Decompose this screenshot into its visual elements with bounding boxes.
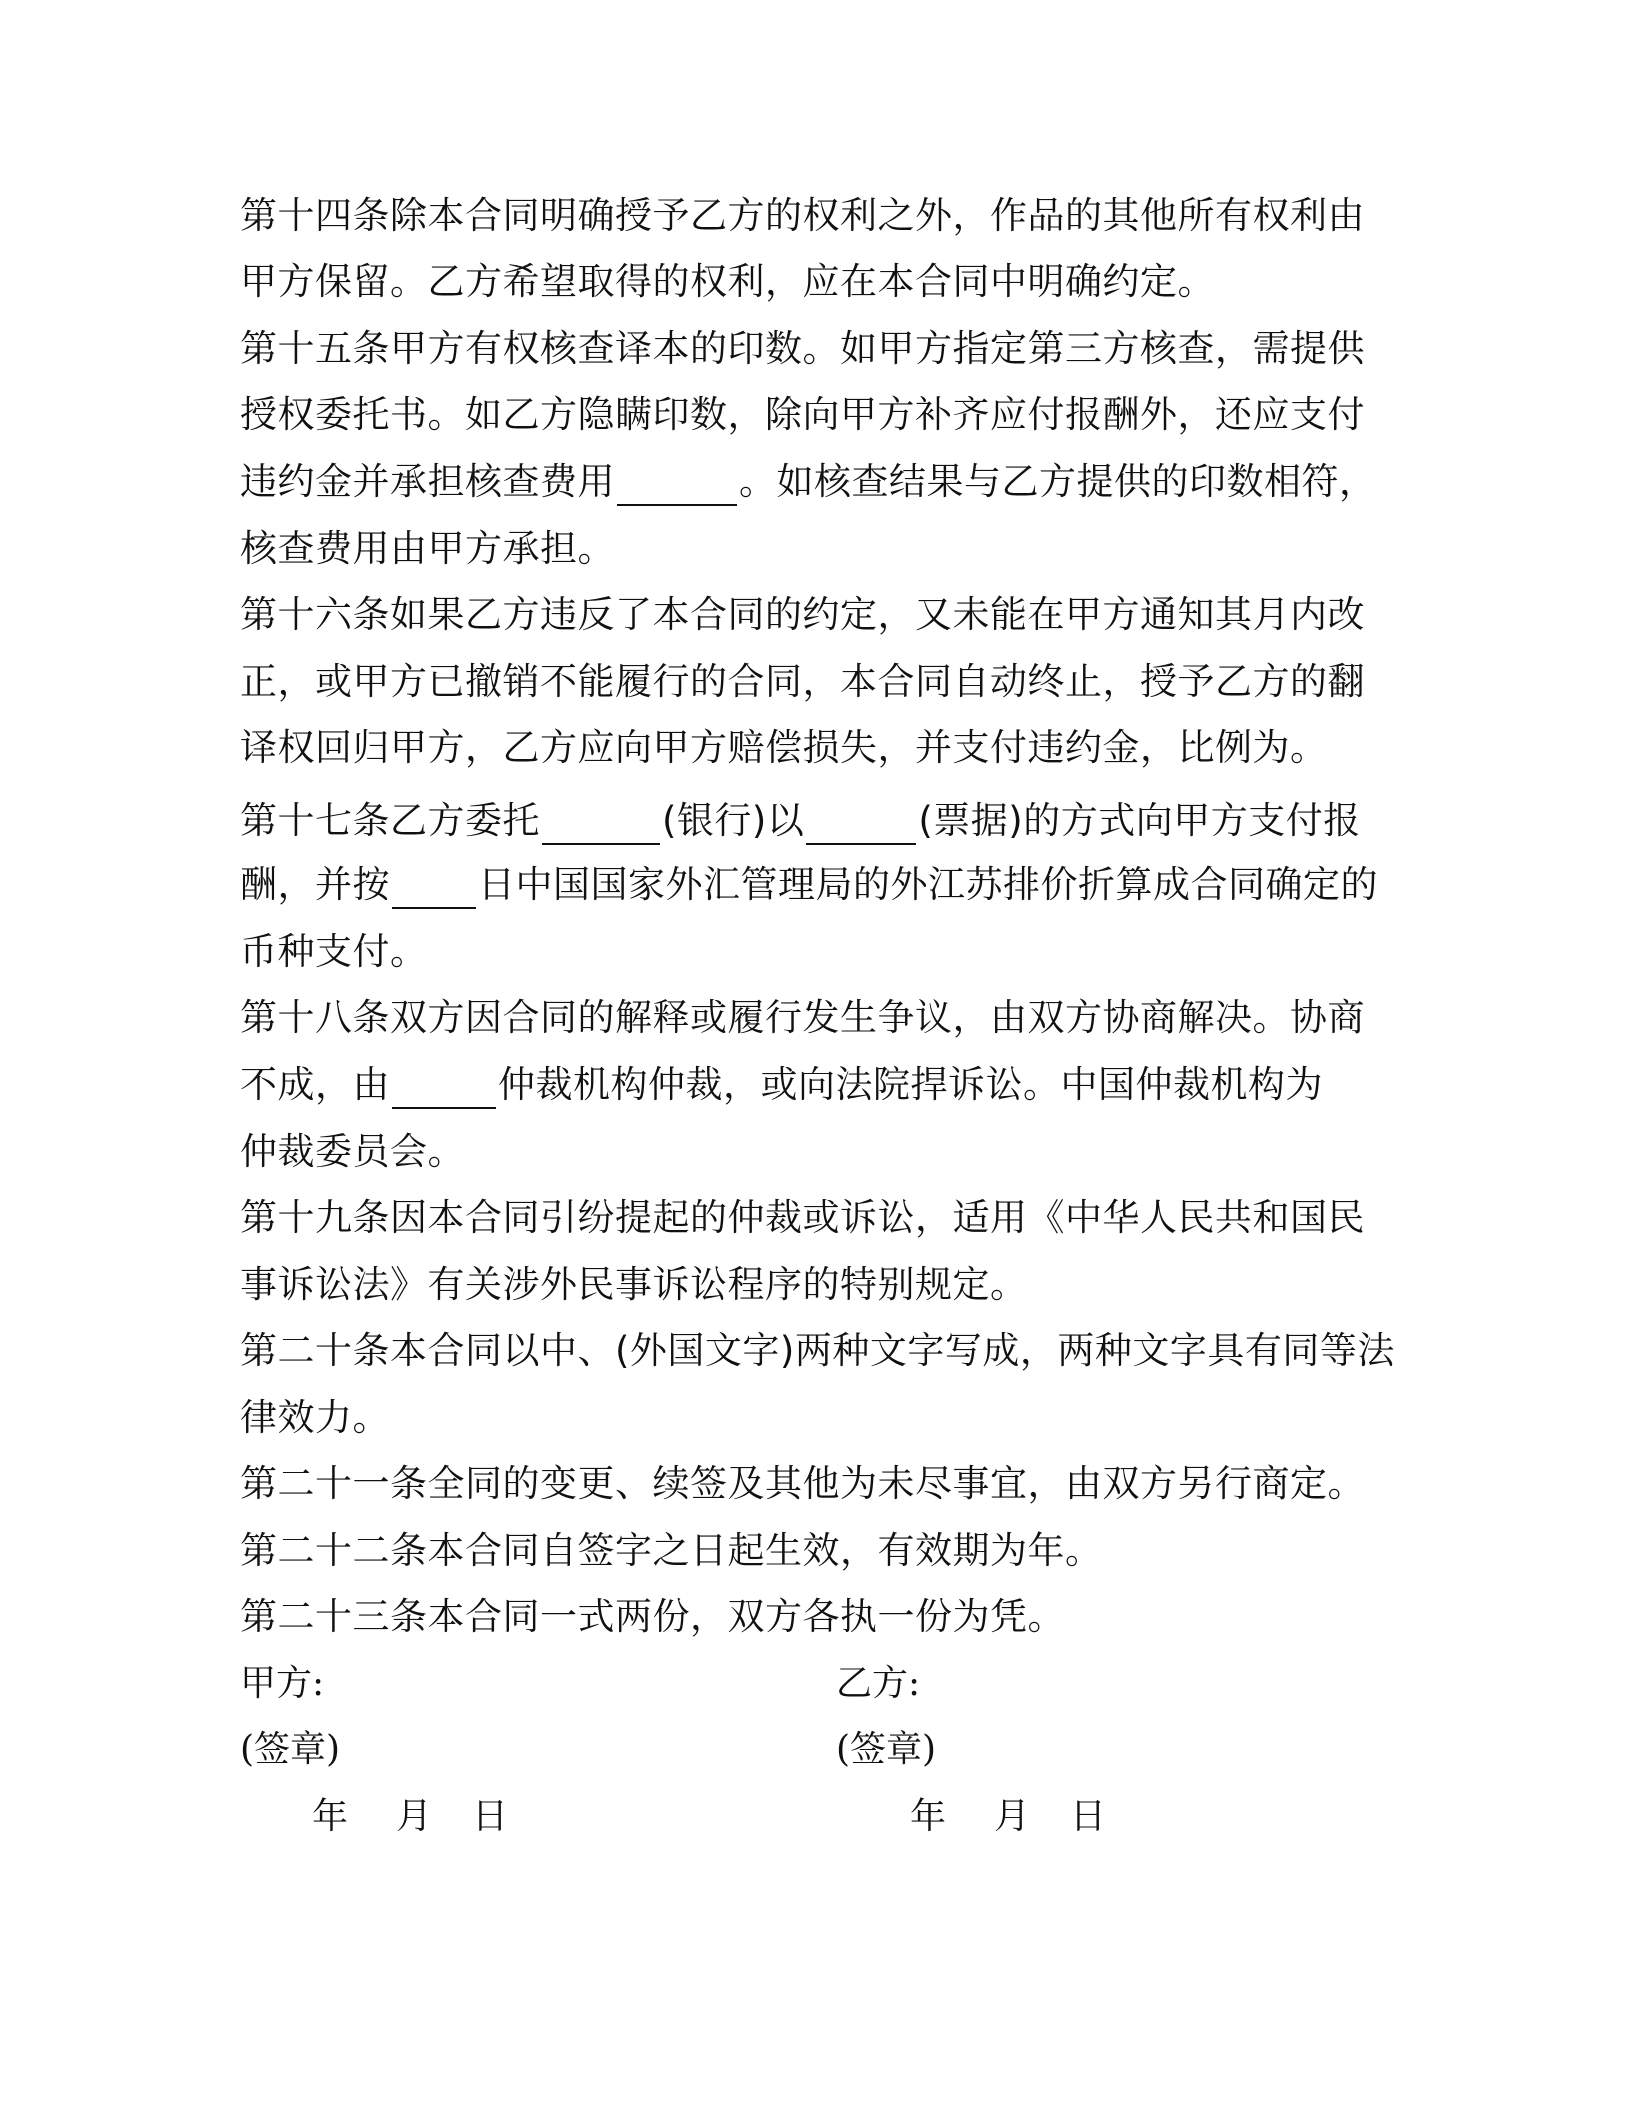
party-b-month: 月 xyxy=(994,1796,1031,1837)
article-15-text: 违约金并承担核查费用 xyxy=(240,460,615,503)
article-15-line-2: 授权委托书。如乙方隐瞒印数，除向甲方补齐应付报酬外，还应支付 xyxy=(240,393,1365,436)
article-18-text: 不成，由 xyxy=(240,1063,390,1106)
article-14-line-2: 甲方保留。乙方希望取得的权利，应在本合同中明确约定。 xyxy=(240,260,1215,303)
party-b-date xyxy=(910,1787,1106,1847)
party-b-label: 乙方: xyxy=(836,1663,921,1704)
party-a-month: 月 xyxy=(396,1796,433,1837)
party-a-seal: (签章) xyxy=(240,1729,341,1770)
article-17-text: 酬，并按 xyxy=(240,863,390,906)
article-16-line-2: 正，或甲方已撤销不能履行的合同，本合同自动终止，授予乙方的翻 xyxy=(240,660,1365,703)
article-16-line-1: 第十六条如果乙方违反了本合同的约定，又未能在甲方通知其月内改 xyxy=(240,593,1365,636)
party-b-year: 年 xyxy=(910,1796,947,1837)
article-17-line-1 xyxy=(240,791,1361,851)
article-15-line-4: 核查费用由甲方承担。 xyxy=(240,527,615,570)
article-15-line-3 xyxy=(240,452,1377,512)
article-17-line-3: 币种支付。 xyxy=(240,930,428,973)
article-22-line-1: 第二十二条本合同自签字之日起生效，有效期为年。 xyxy=(240,1529,1103,1572)
article-17-text: (银行)以 xyxy=(662,799,805,842)
party-a-day: 日 xyxy=(472,1796,509,1837)
inspection-fee-blank[interactable] xyxy=(617,504,737,506)
party-a-label: 甲方: xyxy=(240,1663,325,1704)
article-18-line-3: 仲裁委员会。 xyxy=(240,1130,465,1173)
article-17-text: 第十七条乙方委托 xyxy=(240,799,540,842)
article-17-text: 日中国国家外汇管理局的外江苏排价折算成合同确定的 xyxy=(478,863,1378,906)
article-21-line-1: 第二十一条全同的变更、续签及其他为未尽事宜，由双方另行商定。 xyxy=(240,1462,1365,1505)
instrument-blank[interactable] xyxy=(806,843,916,845)
article-19-line-2: 事诉讼法》有关涉外民事诉讼程序的特别规定。 xyxy=(240,1263,1028,1306)
party-b-day: 日 xyxy=(1070,1796,1107,1837)
exchange-date-blank[interactable] xyxy=(392,907,476,909)
article-14-line-1: 第十四条除本合同明确授予乙方的权利之外，作品的其他所有权利由 xyxy=(240,194,1365,237)
article-16-line-3: 译权回归甲方，乙方应向甲方赔偿损失，并支付违约金，比例为。 xyxy=(240,726,1328,769)
article-23-line-1: 第二十三条本合同一式两份，双方各执一份为凭。 xyxy=(240,1595,1065,1638)
article-15-line-1: 第十五条甲方有权核查译本的印数。如甲方指定第三方核查，需提供 xyxy=(240,327,1365,370)
party-a-year: 年 xyxy=(312,1796,349,1837)
article-18-text: 仲裁机构仲裁，或向法院捍诉讼。中国仲裁机构为 xyxy=(498,1063,1323,1106)
article-17-text: (票据)的方式向甲方支付报 xyxy=(918,799,1361,842)
party-a-date xyxy=(312,1787,508,1847)
article-18-line-2 xyxy=(240,1055,1323,1115)
article-20-line-2: 律效力。 xyxy=(240,1396,390,1439)
article-20-line-1: 第二十条本合同以中、(外国文字)两种文字写成，两种文字具有同等法 xyxy=(240,1329,1395,1372)
party-b-seal: (签章) xyxy=(836,1729,937,1770)
article-17-line-2 xyxy=(240,855,1378,915)
bank-blank[interactable] xyxy=(542,843,660,845)
article-18-line-1: 第十八条双方因合同的解释或履行发生争议，由双方协商解决。协商 xyxy=(240,996,1365,1039)
article-15-text: 。如核查结果与乙方提供的印数相符， xyxy=(739,460,1377,503)
article-19-line-1: 第十九条因本合同引纷提起的仲裁或诉讼，适用《中华人民共和国民 xyxy=(240,1196,1365,1239)
arbitration-body-blank[interactable] xyxy=(392,1107,496,1109)
